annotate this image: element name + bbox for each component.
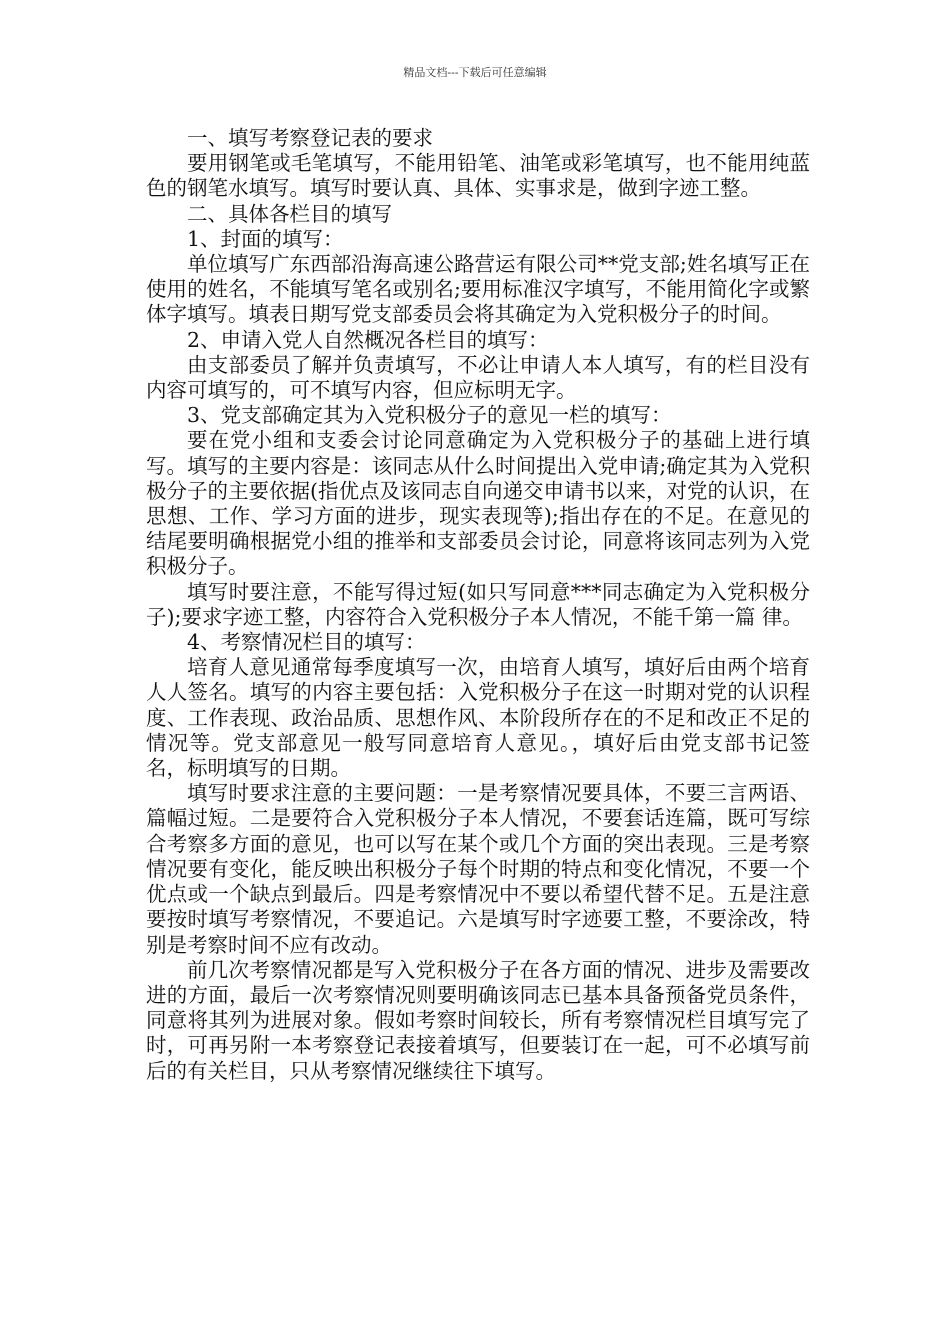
subheading-applicant-info: 2、申请入党人自然概况各栏目的填写： (187, 327, 549, 352)
subheading-inspection: 4、考察情况栏目的填写： (187, 630, 426, 655)
subheading-branch-opinion: 3、党支部确定其为入党积极分子的意见一栏的填写： (187, 403, 672, 428)
section-heading-1: 一、填写考察登记表的要求 (187, 126, 433, 150)
document-body (146, 126, 810, 1084)
paragraph-applicant-info: 由支部委员了解并负责填写，不必让申请人本人填写，有的栏目没有内容可填写的，可不填写内容，但应标明无字。 (146, 352, 810, 403)
paragraph-branch-opinion-notes: 填写时要注意，不能写得过短(如只写同意***同志确定为入党积极分子);要求字迹工整，内容符合入党积极分子本人情况，不能千第一篇 律。 (146, 579, 810, 629)
paragraph-branch-opinion: 要在党小组和支委会讨论同意确定为入党积极分子的基础上进行填写。填写的主要内容是：该同志从什么时间提出入党申请;确定其为入党积极分子的主要依据(指优点及该同志自向递交申请书以来，对党的认识，在思想、工作、学习方面的进步，现实表现等);指出存在的不足。在意见的结尾要明确根据党小组的推举和支部委员会讨论，同意将该同志列为入党积极分子。 (146, 428, 810, 579)
subheading-cover: 1、封面的填写： (187, 226, 344, 251)
page-header: 精品文档---下载后可任意编辑 (403, 66, 547, 79)
paragraph-inspection-issues: 填写时要求注意的主要问题：一是考察情况要具体，不要三言两语、篇幅过短。二是要符合入党积极分子本人情况，不要套话连篇，既可写综合考察多方面的意见，也可以写在某个或几个方面的突出表现。三是考察情况要有变化，能反映出积极分子每个时期的特点和变化情况，不要一个优点或一个缺点到最后。四是考察情况中不要以希望代替不足。五是注意要按时填写考察情况，不要追记。六是填写时字迹要工整，不要涂改，特别是考察时间不应有改动。 (146, 781, 810, 957)
paragraph-cover: 单位填写广东西部沿海高速公路营运有限公司**党支部;姓名填写正在使用的姓名，不能填写笔名或别名;要用标准汉字填写，不能用简化字或繁体字填写。填表日期写党支部委员会将其确定为入党积极分子的时间。 (146, 252, 810, 327)
paragraph-inspection-final: 前几次考察情况都是写入党积极分子在各方面的情况、进步及需要改进的方面，最后一次考察情况则要明确该同志已基本具备预备党员条件，同意将其列为进展对象。假如考察时间较长，所有考察情况栏目填写完了时，可再另附一本考察登记表接着填写，但要装订在一起，可不必填写前后的有关栏目，只从考察情况继续往下填写。 (146, 957, 810, 1083)
paragraph-pen-requirements: 要用钢笔或毛笔填写，不能用铅笔、油笔或彩笔填写，也不能用纯蓝色的钢笔水填写。填写时要认真、具体、实事求是，做到字迹工整。 (146, 151, 810, 201)
section-heading-2: 二、具体各栏目的填写 (187, 201, 392, 226)
paragraph-inspection: 培育人意见通常每季度填写一次，由培育人填写，填好后由两个培育人人签名。填写的内容主要包括：入党积极分子在这一时期对党的认识程度、工作表现、政治品质、思想作风、本阶段所存在的不足和改正不足的情况等。党支部意见一般写同意培育人意见。，填好后由党支部书记签名，标明填写的日期。 (146, 655, 810, 781)
